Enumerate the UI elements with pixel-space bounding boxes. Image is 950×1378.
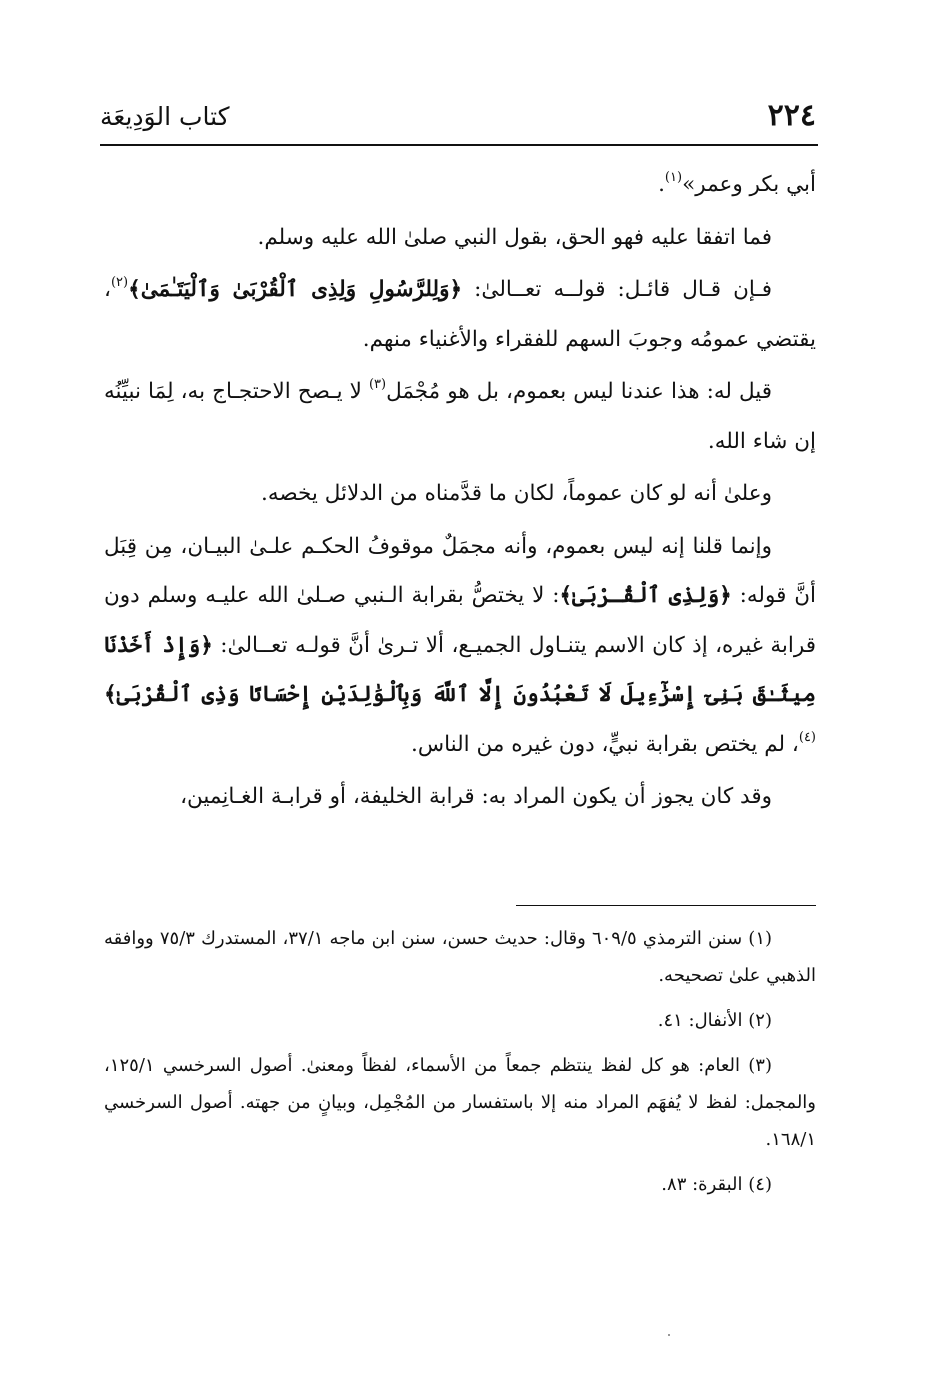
footnotes: [104, 920, 816, 1211]
paragraph-text: قيل له: هذا عندنا ليس بعموم، بل هو مُجْمَل: [386, 379, 773, 404]
footnote-1: (١) سنن الترمذي ٦٠٩/٥ وقال: حديث حسن، سنن ابن ماجه ٣٧/١، المستدرك ٧٥/٣ ووافقه الذهبي علىٰ تصحيحه.: [104, 928, 816, 986]
paragraph-1: [104, 160, 816, 210]
paragraph-end: .: [658, 172, 665, 197]
paragraph-text: أبي بكر وعمر»: [682, 172, 816, 197]
footnote-ref-3: (٣): [368, 377, 387, 392]
paragraph-6: [104, 522, 816, 770]
paragraph-4: [104, 367, 816, 466]
quran-verse: ﴿وَلِذِى ٱلْقُـرْبَىٰ﴾: [559, 583, 732, 608]
footnote-divider: [516, 905, 816, 906]
main-text: [104, 160, 816, 825]
paragraph-text: : لا يختصُّ بقرابة الـنبي صـلىٰ الله عليـه وسلم دون قرابة غيره، إذ كان الاسم يتنـاول الجميـع، ألا تـرىٰ أنَّ قولـه تعــالىٰ:: [104, 583, 816, 658]
paragraph-5: وعلىٰ أنه لو كان عموماً، لكان ما قدَّمناه من الدلائل يخصه.: [261, 481, 772, 506]
paragraph-3: [104, 265, 816, 364]
quran-verse: ﴿وَإِذْ أَخَذْنَا مِيثَـٰقَ بَنِىٓ إِسْرَٰٓءِيلَ لَا تَعْبُدُونَ إِلَّا ٱللَّهَ وَبِٱلْوَٰلِدَيْنِ إِحْسَانًا وَذِى ٱلْقُرْبَىٰ﴾: [104, 632, 816, 707]
paragraph-text: وإنما قلنا إنه ليس بعموم، وأنه مجمَلٌ موقوفُ الحكـم علـىٰ البيـان، مِن قِبَل أنَّ قوله:: [104, 533, 816, 608]
paragraph-2: فما اتفقا عليه فهو الحق، بقول النبي صلىٰ الله عليه وسلم.: [257, 224, 772, 250]
footnote-2: (٢) الأنفال: ٤١.: [657, 1010, 772, 1031]
paragraph-text: لا يـصح الاحتجـاج به، لِمَا نبيِّنُه إن شاء الله.: [104, 379, 816, 454]
footnote-ref-1: (١): [664, 170, 683, 185]
running-header: [100, 92, 816, 142]
paragraph-7: وقد كان يجوز أن يكون المراد به: قرابة الخليفة، أو قرابـة الغـانِمين،: [180, 784, 772, 809]
paragraph-text: ، يقتضي عمومُه وجوبَ السهم للفقراء والأغنياء منهم.: [104, 277, 816, 352]
footnote-ref-2: (٢): [110, 275, 129, 290]
page-number: ٢٢٤: [767, 98, 816, 133]
footnote-4: (٤) البقرة: ٨٣.: [661, 1174, 772, 1195]
quran-verse: ﴿وَلِلرَّسُولِ وَلِذِى ٱلْقُرْبَىٰ وَٱلْيَتَـٰمَىٰ﴾: [128, 277, 463, 302]
header-divider: [100, 144, 818, 146]
scan-speck: [668, 1334, 670, 1336]
book-title: كتاب الوَدِيعَة: [100, 102, 230, 131]
paragraph-text: ، لم يختص بقرابة نبيٍّ، دون غيره من الناس.: [411, 731, 799, 757]
footnote-3: (٣) العام: هو كل لفظ ينتظم جمعاً من الأسماء، لفظاً ومعنىٰ. أصول السرخسي ١٢٥/١، والمجمل: لفظ لا يُفهَم المراد منه إلا باستفسار من المُجْمِل، وبيانٍ من جهته. أصول السرخسي ١٦٨/١.: [104, 1055, 816, 1150]
footnote-ref-4: (٤): [798, 729, 816, 745]
paragraph-text: فـإن قـال قائـل: قولــه تعــالىٰ:: [462, 277, 772, 302]
